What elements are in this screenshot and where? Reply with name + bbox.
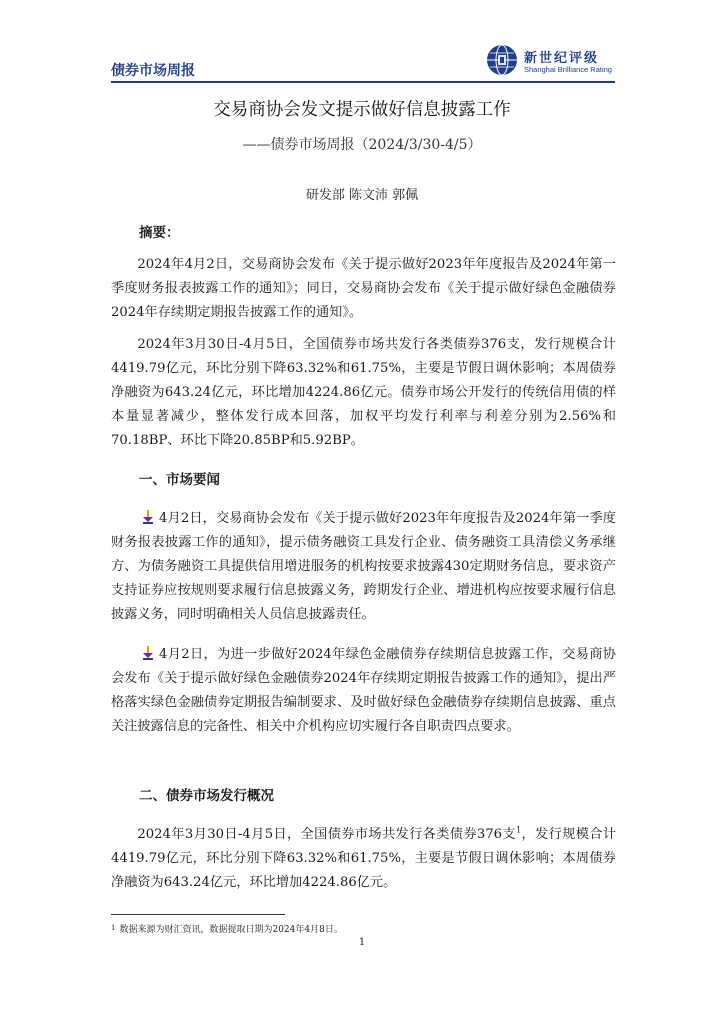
news-item-1 bbox=[111, 507, 616, 627]
footnote-divider bbox=[111, 914, 285, 915]
issuance-text-part-1: 2024年3月30日-4月5日，全国债券市场共发行各类债券376支 bbox=[137, 827, 516, 842]
news-item-2-text: 4月2日，为进一步做好2024年绿色金融债券存续期信息披露工作，交易商协会发布《关于提示做好绿色金融债券2024年存续期定期报告披露工作的通知》，提出严格落实绿色金融债券定期报告编制要求、及时做好绿色金融债券存续期信息披露、重点关注披露信息的完备性、相关中介机构应切实履行各自职责四点要求。 bbox=[111, 647, 616, 734]
footnote-text: 数据来源为财汇资讯，数据提取日期为2024年4月8日。 bbox=[119, 925, 343, 935]
brand-logo bbox=[486, 44, 616, 80]
news-item-1-text: 4月2日，交易商协会发布《关于提示做好2023年年度报告及2024年第一季度财务报表披露工作的通知》，提示债务融资工具发行企业、债务融资工具清偿义务承继方、为债务融资工具提供信用增进服务的机构按要求披露430定期财务信息，要求资产支持证券应按规则要求履行信息披露义务，跨期发行企业、增进机构应按要求履行信息披露义务，同时明确相关人员信息披露责任。 bbox=[111, 511, 616, 622]
section-heading-market-news: 一、市场要闻 bbox=[139, 472, 220, 488]
issuance-paragraph bbox=[111, 823, 616, 895]
abstract-paragraph-2: 2024年3月30日-4月5日，全国债券市场共发行各类债券376支，发行规模合计4419.79亿元，环比分别下降63.32%和61.75%，主要是节假日调休影响；本周债券净融资为643.24亿元，环比增加4224.86亿元。债券市场公开发行的传统信用债的样本量显著减少，整体发行成本回落，加权平均发行利率与利差分别为2.56%和70.18BP、环比下降20.85BP和5.92BP。 bbox=[111, 337, 616, 448]
news-item-2 bbox=[111, 643, 616, 739]
footnote bbox=[111, 922, 343, 935]
document-title: 交易商协会发文提示做好信息披露工作 bbox=[213, 100, 511, 120]
footnote-number: 1 bbox=[111, 924, 116, 932]
arrow-bullet-icon bbox=[141, 510, 155, 524]
issuance-text-part-2: ，发行规模合计4419.79亿元，环比分别下降63.32%和61.75%，主要是节假日调休影响；本周债券净融资为643.24亿元，环比增加4224.86亿元。 bbox=[111, 827, 617, 890]
arrow-bullet-icon bbox=[141, 646, 155, 660]
page-number: 1 bbox=[358, 937, 366, 948]
logo-english-name: Shanghai Brilliance Rating bbox=[524, 65, 612, 74]
abstract-paragraph-1: 2024年4月2日，交易商协会发布《关于提示做好2023年年度报告及2024年第一季度财务报表披露工作的通知》；同日，交易商协会发布《关于提示做好绿色金融债券2024年存续期定期报告披露工作的通知》。 bbox=[111, 257, 616, 320]
header-section-title: 债券市场周报 bbox=[111, 63, 195, 79]
globe-logo-icon bbox=[486, 44, 518, 76]
document-authors: 研发部 陈文沛 郭佩 bbox=[305, 188, 419, 203]
section-heading-issuance-overview: 二、债券市场发行概况 bbox=[139, 788, 274, 804]
header-divider bbox=[111, 81, 615, 83]
document-subtitle: ——债券市场周报（2024/3/30-4/5） bbox=[242, 137, 482, 153]
logo-chinese-name: 新世纪评级 bbox=[524, 51, 600, 66]
footnote-reference[interactable]: 1 bbox=[515, 825, 522, 835]
abstract-label: 摘要： bbox=[139, 225, 180, 241]
